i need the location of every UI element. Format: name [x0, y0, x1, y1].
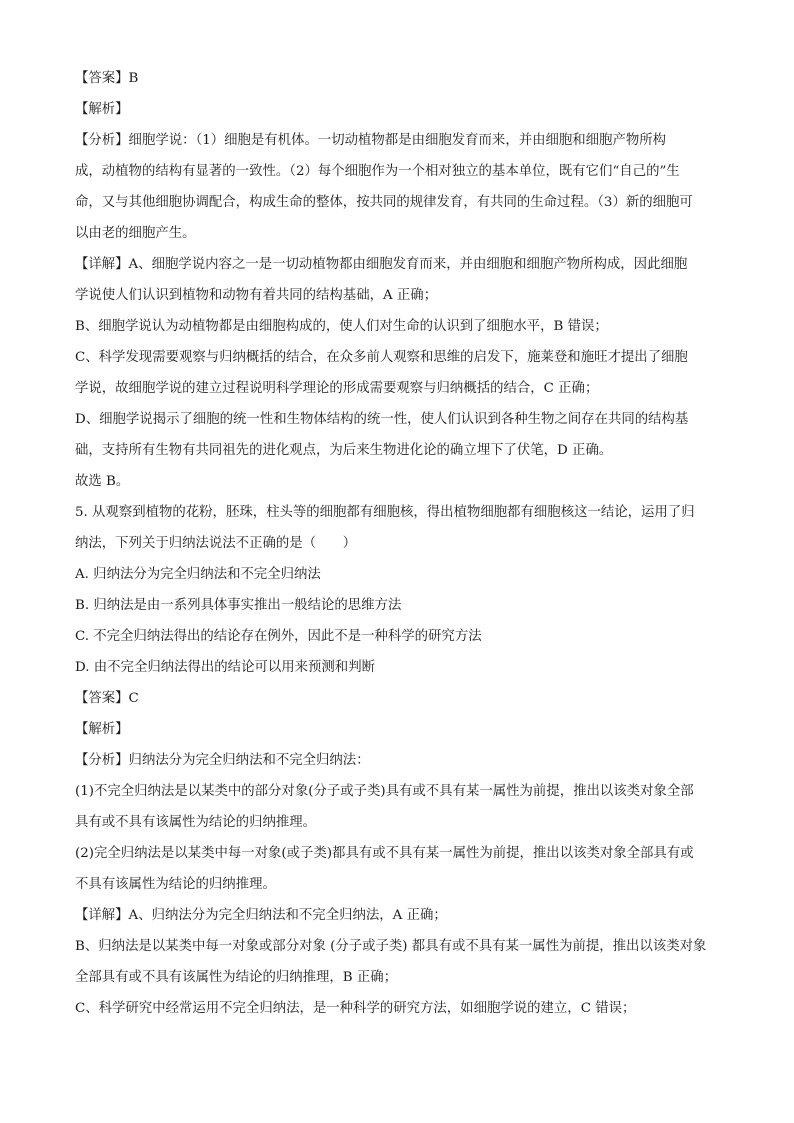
q4-xiangjie-line: 础，支持所有生物有共同祖先的进化观点，为后来生物进化论的确立埋下了伏笔，D 正确。	[75, 443, 613, 458]
q5-stem-line: 纳法，下列关于归纳法说法不正确的是（ ）	[75, 536, 357, 551]
q4-conclusion: 故选 B。	[75, 474, 130, 489]
q4-xiangjie-line: 学说使人们认识到植物和动物有着共同的结构基础，A 正确；	[75, 288, 438, 303]
q5-option-c: C. 不完全归纳法得出的结论存在例外，因此不是一种科学的研究方法	[75, 629, 482, 644]
q5-fenxi-line: 不具有该属性为结论的归纳推理。	[75, 877, 276, 892]
q4-xiangjie-line: D、细胞学说揭示了细胞的统一性和生物体结构的统一性，使人们认识到各种生物之间存在共同的结构基	[75, 412, 689, 427]
q5-option-b: B. 归纳法是由一系列具体事实推出一般结论的思维方法	[75, 598, 402, 613]
q4-fenxi-line: 以由老的细胞产生。	[75, 226, 196, 241]
q5-xiangjie	[75, 900, 725, 1024]
q4-fenxi-line: 命，又与其他细胞协调配合，构成生命的整体，按共同的规律发育，有共同的生命过程。（3）新的细胞可	[75, 195, 693, 210]
document-page	[75, 63, 725, 1024]
q5-fenxi	[75, 745, 725, 900]
q4-xiangjie-line: B、细胞学说认为动植物都是由细胞构成的，使人们对生命的认识到了细胞水平，B 错误；	[75, 319, 608, 334]
q5-stem-line: 5. 从观察到植物的花粉，胚珠，柱头等的细胞都有细胞核，得出植物细胞都有细胞核这一结论，运用了归	[75, 505, 695, 520]
q5-analysis-heading: 【解析】	[75, 722, 129, 737]
q4-xiangjie-line: 学说，故细胞学说的建立过程说明科学理论的形成需要观察与归纳概括的结合，C 正确；	[75, 381, 599, 396]
q5-option-a: A. 归纳法分为完全归纳法和不完全归纳法	[75, 567, 321, 582]
q5-xiangjie-line: B、归纳法是以某类中每一对象或部分对象 (分子或子类) 都具有或不具有某一属性为前提，推出以该类对象	[75, 939, 707, 954]
q5-xiangjie-line: 【详解】A、归纳法分为完全归纳法和不完全归纳法，A 正确；	[75, 908, 447, 923]
q5-stem	[75, 497, 725, 559]
q4-fenxi-line: 【分析】细胞学说：（1）细胞是有机体。一切动植物都是由细胞发育而来，并由细胞和细胞产物所构	[75, 133, 667, 148]
q5-xiangjie-line: C、科学研究中经常运用不完全归纳法，是一种科学的研究方法，如细胞学说的建立，C 错误；	[75, 1001, 636, 1016]
q5-answer: 【答案】C	[75, 691, 139, 706]
q5-options	[75, 559, 725, 683]
q5-xiangjie-line: 全部具有或不具有该属性为结论的归纳推理，B 正确；	[75, 970, 398, 985]
q5-option-d: D. 由不完全归纳法得出的结论可以用来预测和判断	[75, 660, 375, 675]
q5-fenxi-line: (1)不完全归纳法是以某类中的部分对象(分子或子类)具有或不具有某一属性为前提，推出以该类对象全部	[75, 784, 694, 799]
q4-xiangjie-line: 【详解】A、细胞学说内容之一是一切动植物都由细胞发育而来，并由细胞和细胞产物所构成，因此细胞	[75, 257, 688, 272]
q4-xiangjie	[75, 249, 725, 497]
q4-analysis-heading: 【解析】	[75, 102, 129, 117]
q4-xiangjie-line: C、科学发现需要观察与归纳概括的结合，在众多前人观察和思维的启发下，施莱登和施旺才提出了细胞	[75, 350, 688, 365]
q4-fenxi	[75, 125, 725, 249]
q5-fenxi-line: 具有或不具有该属性为结论的归纳推理。	[75, 815, 317, 830]
q4-fenxi-line: 成，动植物的结构有显著的一致性。（2）每个细胞作为一个相对独立的基本单位，既有它们“自己的”生	[75, 164, 680, 179]
q4-answer: 【答案】B	[75, 71, 139, 86]
q5-fenxi-line: (2)完全归纳法是以某类中每一对象(或子类)都具有或不具有某一属性为前提，推出以该类对象全部具有或	[75, 846, 694, 861]
q5-fenxi-line: 【分析】归纳法分为完全归纳法和不完全归纳法：	[75, 753, 370, 768]
